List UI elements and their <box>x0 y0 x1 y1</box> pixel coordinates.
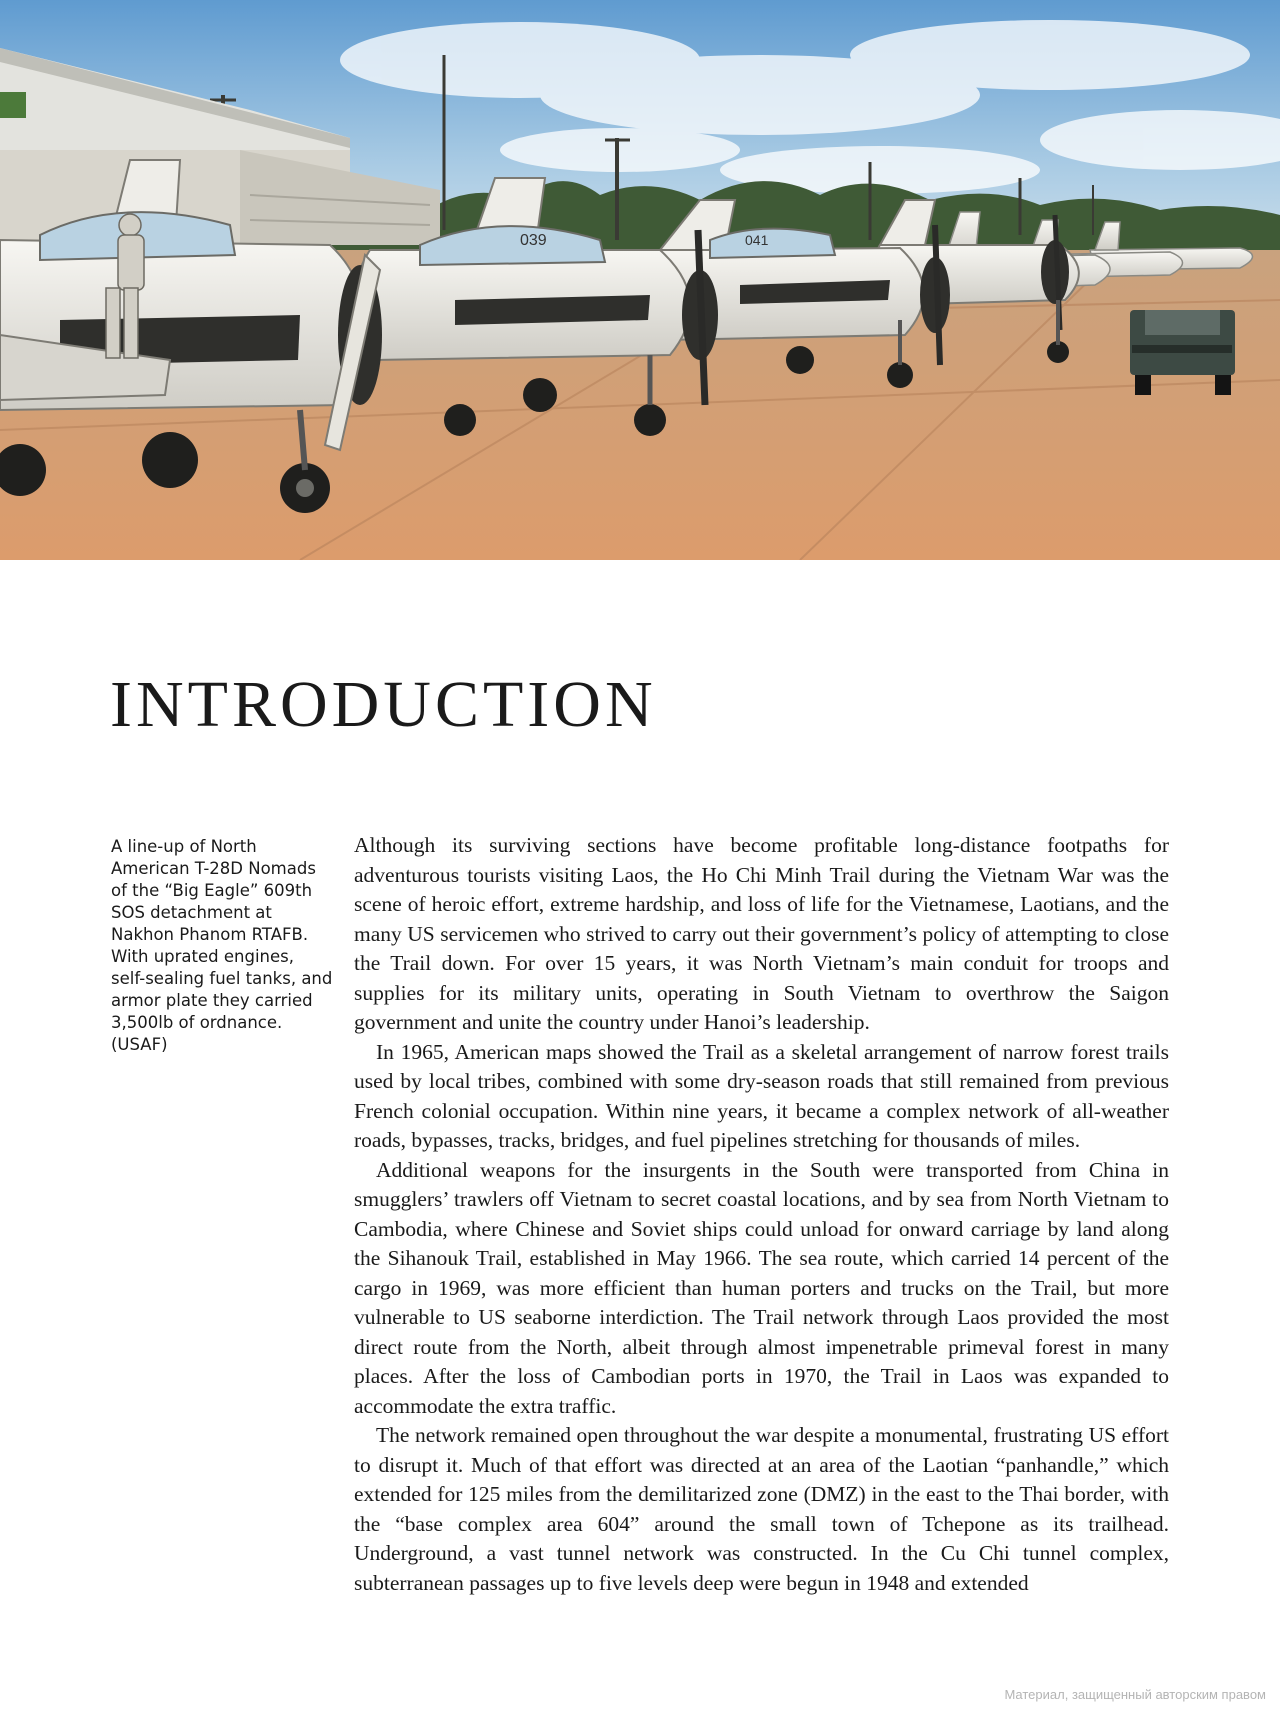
tail-number-1: 039 <box>520 232 547 249</box>
body-text <box>354 831 1169 1598</box>
tail-number-2: 041 <box>745 232 769 248</box>
copyright-watermark: Материал, защищенный авторским правом <box>1004 1687 1266 1702</box>
paragraph: Although its surviving sections have become profitable long-distance footpaths for adventurous tourists visiting Laos, the Ho Chi Minh Trail during the Vietnam War was the scene of heroic effort, extreme hardship, and loss of life for the Vietnamese, Laotians, and the many US servicemen who strived to carry out their government’s policy of attempting to close the Trail down. For over 15 years, it was North Vietnam’s main conduit for troops and supplies for its military units, operating in South Vietnam to overthrow the Saigon government and unite the country under Hanoi’s leadership. <box>354 833 1169 1034</box>
paragraph: The network remained open throughout the war despite a monumental, frustrating US effort to disrupt it. Much of that effort was directed at an area of the Laotian “panhandle,” which extended for 125 miles from the demilitarized zone (DMZ) in the east to the Thai border, with the “base complex area 604” around the small town of Tchepone as its trailhead. Underground, a vast tunnel network was constructed. In the Cu Chi tunnel complex, subterranean passages up to five levels deep were begun in 1948 and extended <box>354 1423 1169 1595</box>
photo-caption: A line-up of North American T-28D Nomads of the “Big Eagle” 609th SOS detachment at Nakhon Phanom RTAFB. With uprated engines, self-sealing fuel tanks, and armor plate they carried 3,500lb of ordnance. (USAF) <box>111 837 333 1054</box>
chapter-title: INTRODUCTION <box>110 668 657 741</box>
paragraph: Additional weapons for the insurgents in the South were transported from China in smugglers’ trawlers off Vietnam to secret coastal locations, and by sea from North Vietnam to Cambodia, where Chinese and Soviet ships could unload for onward carriage by land along the Sihanouk Trail, established in May 1966. The sea route, which carried 14 percent of the cargo in 1969, was more efficient than human porters and trucks on the Trail, but more vulnerable to US seaborne interdiction. The Trail network through Laos provided the most direct route from the North, albeit through almost impenetrable primeval forest in many places. After the loss of Cambodian ports in 1970, the Trail in Laos was expanded to accommodate the extra traffic. <box>354 1157 1169 1418</box>
hero-photo <box>0 0 1280 560</box>
aircraft-lineup-photo <box>0 0 1280 560</box>
paragraph: In 1965, American maps showed the Trail as a skeletal arrangement of narrow forest trails used by local tribes, combined with some dry-season roads that still remained from previous French colonial occupation. Within nine years, it became a complex network of all-weather roads, bypasses, tracks, bridges, and fuel pipelines stretching for thousands of miles. <box>354 1039 1169 1152</box>
